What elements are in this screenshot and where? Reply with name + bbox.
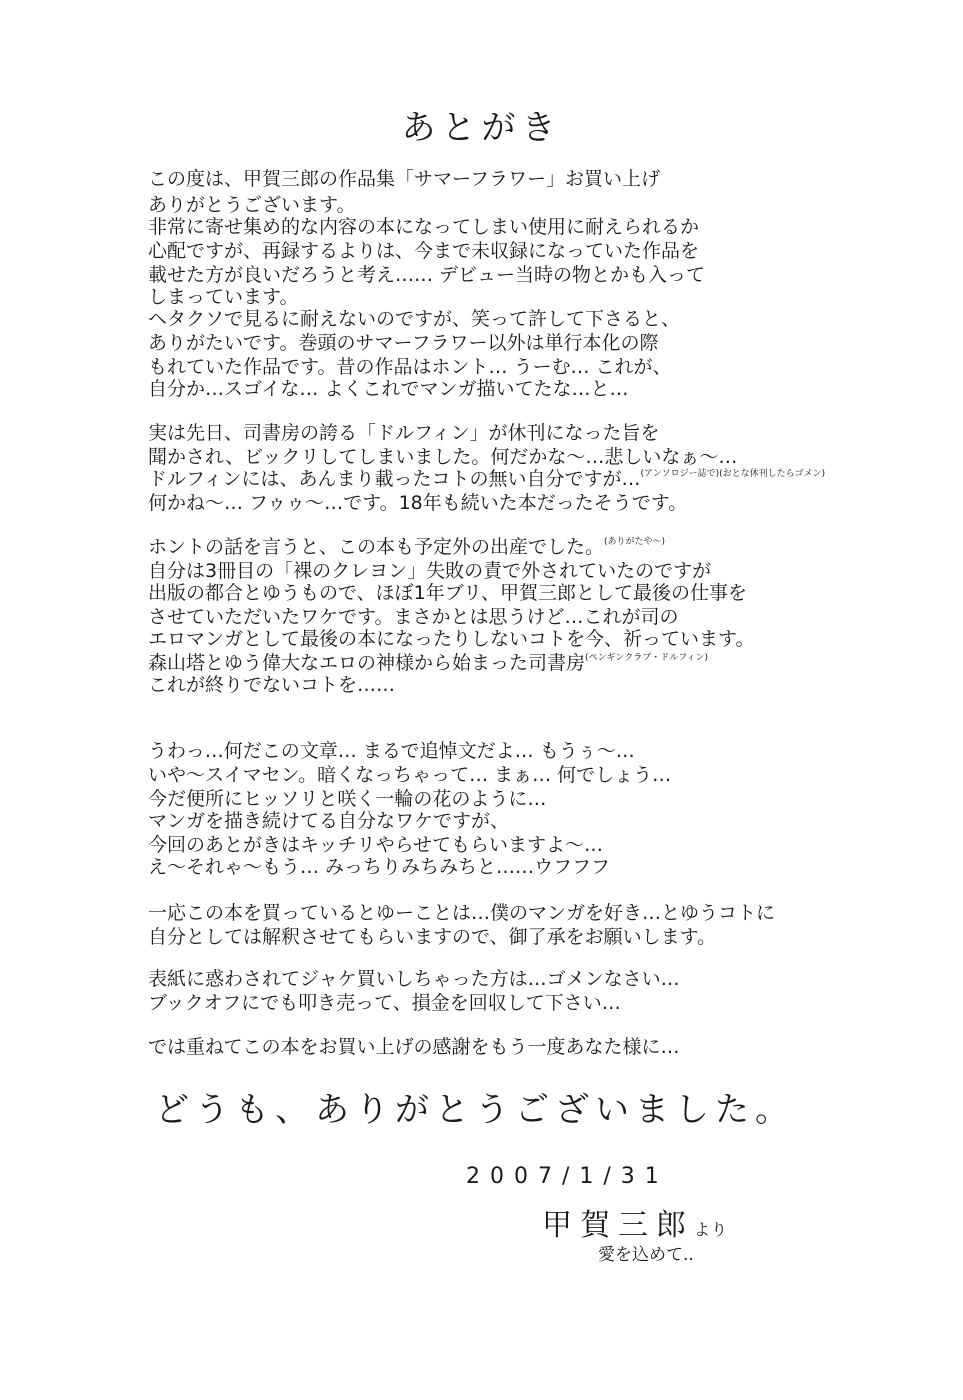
text-line: これが終りでないコトを…… (148, 674, 396, 696)
text-line: 自分としては解釈させてもらいますので、御了承をお願いします。 (148, 926, 717, 948)
margin-note: (ペンギンクラブ・ドルフィン) (585, 653, 709, 663)
margin-note: (おとな休刊したらゴメン) (719, 469, 826, 479)
text-line: しまっています。 (148, 286, 299, 308)
page-title: あとがき (401, 108, 562, 148)
margin-note: (ありがたや〜) (604, 537, 666, 547)
text-line: 表紙に惑わされてジャケ買いしちゃった方は…ゴメンなさい… (148, 968, 680, 990)
text-line: マンガを描き続けてる自分なワケですが、 (148, 810, 510, 832)
text-line: 聞かされ、ビックリしてしまいました。何だかな〜…悲しいなぁ〜… (148, 446, 738, 468)
signature-name: 甲賀三郎より (542, 1208, 729, 1243)
text-line: 出版の都合とゆうもので、ほぼ1年ブリ、甲賀三郎として最後の仕事を (148, 582, 748, 604)
text-line: 今だ便所にヒッソリと咲く一輪の花のように… (148, 788, 547, 810)
text-line: ありがとうございます。 (148, 194, 356, 216)
text-line: 実は先日、司書房の誇る「ドルフィン」が休刊になった旨を (148, 422, 660, 444)
text-line: 森山塔とゆう偉大なエロの神様から始まった司書房$^{(ペンギンクラブ・ドルフィン)}$ (148, 652, 709, 674)
text-line: この度は、甲賀三郎の作品集「サマーフラワー」お買い上げ (148, 168, 661, 190)
text-line: 一応この本を買っているとゆーことは…僕のマンガを好き…とゆうコトに (148, 902, 776, 924)
text-line: ありがたいです。巻頭のサマーフラワー以外は単行本化の際 (148, 332, 659, 354)
text-line: 心配ですが、再録するよりは、今まで未収録になっていた作品を (148, 240, 700, 262)
text-line: もれていた作品です。昔の作品はホント… うーむ… これが、 (148, 356, 672, 378)
text-line: 載せた方が良いだろうと考え…… デビュー当時の物とかも入って (148, 264, 706, 286)
signature-suffix: より (694, 1220, 729, 1239)
text-line: ヘタクソで見るに耐えないのですが、笑って許して下さると、 (148, 308, 681, 330)
text-line: 自分は3冊目の「裸のクレヨン」失敗の責で外されていたのですが (148, 560, 712, 582)
signature-date: 2007/1/31 (466, 1164, 669, 1189)
thanks-line: どうも、ありがとうございました。 (155, 1090, 795, 1130)
text-line: 何かね〜… フゥゥ〜…です。18年も続いた本だったそうです。 (148, 492, 688, 514)
signature-closing: 愛を込めて.. (598, 1245, 694, 1265)
text-line: 今回のあとがきはキッチリやらせてもらいますよ〜… (148, 834, 604, 856)
text-line: うわっ…何だこの文章… まるで追悼文だよ… もうぅ〜… (148, 740, 635, 762)
text-line: いや〜スイマセン。暗くなっちゃって… まぁ… 何でしょう… (148, 764, 672, 786)
text-line: エロマンガとして最後の本になったりしないコトを今、祈っています。 (148, 628, 755, 650)
text-line: 自分か…スゴイな… よくこれでマンガ描いてたな…と… (148, 378, 629, 400)
margin-note: (アンソロジー誌で) (640, 469, 720, 479)
text-line: え〜それゃ〜もう… みっちりみちみちと……ウフフフ (148, 856, 611, 878)
text-line: ブックオフにでも叩き売って、損金を回収して下さい… (148, 992, 621, 1014)
text-line: 非常に寄せ集め的な内容の本になってしまい使用に耐えられるか (148, 216, 700, 238)
text-line: ドルフィンには、あんまり載ったコトの無い自分ですが…$^{(アンソロジー誌で)(おとな休刊したらゴメン)}$ (148, 468, 826, 490)
text-line: では重ねてこの本をお買い上げの感謝をもう一度あなた様に… (148, 1036, 680, 1058)
text-line: させていただいたワケです。まさかとは思うけど…これが司の (148, 606, 679, 628)
text-line: ホントの話を言うと、この本も予定外の出産でした。$^{(ありがたや〜)}$ (148, 536, 666, 558)
